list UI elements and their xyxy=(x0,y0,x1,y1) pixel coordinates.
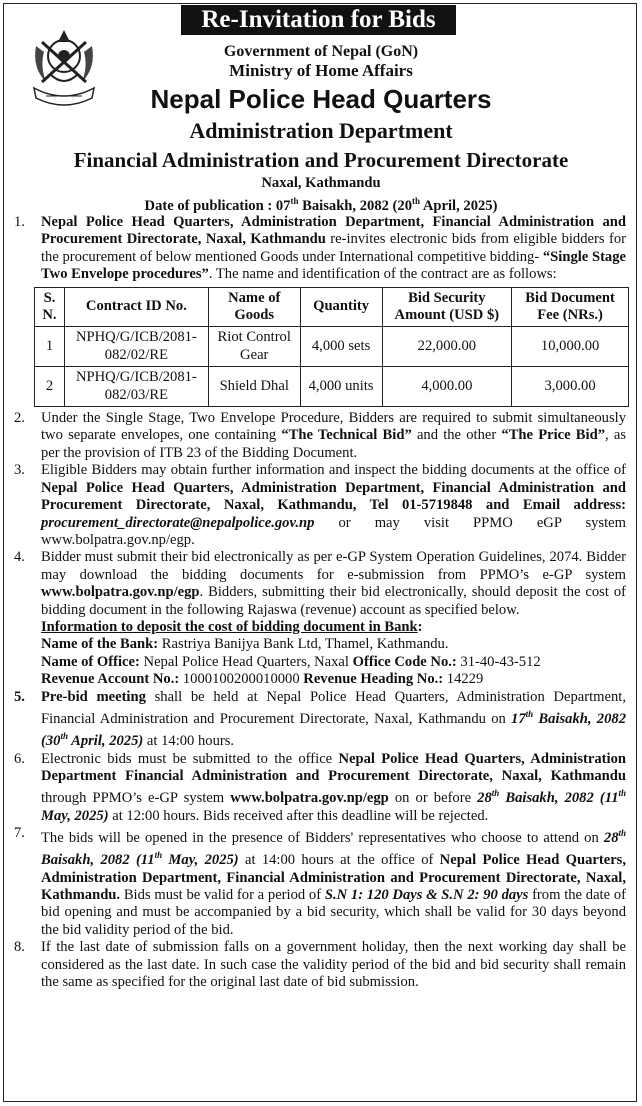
bank-info: Information to deposit the cost of bidding document in Bank: Name of the Bank: Rastriya Banijya Bank Ltd, Thamel, Kathmandu. Name of Office: Nepal Police Head Quarters, Naxal Office Code No.: 31-40-43-512 Revenue Account No.: 1000100200010000 Revenue Heading No.: 14229 xyxy=(41,618,541,688)
table-header: Bid Document Fee (NRs.) xyxy=(512,287,629,327)
notice-banner: Re-Invitation for Bids xyxy=(181,5,456,35)
list-item: 4. Bidder must submit their bid electronically as per e-GP System Operation Guidelines, 2074. Bidder may download the bidding documents for e-submission from PPMO’s e-GP system www.bolpatra.gov.np/egp. Bidders, submitting their bid electronically, should deposit the cost of bidding document in the following Rajaswa (revenue) account as specified below. Information to deposit the cost of bidding document in Bank: Name of the Bank: Rastriya Banijya Bank Ltd, Thamel, Kathmandu. Name of Office: Nepal Police Head Quarters, Naxal Office Code No.: 31-40-43-512 Revenue Account No.: 1000100200010000 Revenue Heading No.: 14229 xyxy=(14,549,626,688)
notice-body xyxy=(14,214,626,991)
location: Naxal, Kathmandu xyxy=(261,175,381,191)
list-item: 2. Under the Single Stage, Two Envelope Procedure, Bidders are required to submit simultaneously two separate envelopes, one containing “The Technical Bid” and the other “The Price Bid”, as per the provision of ITB 23 of the Bidding Document. xyxy=(14,410,627,461)
list-item: 6. Electronic bids must be submitted to the office Nepal Police Head Quarters, Administration Department Financial Administration and Procurement Directorate, Naxal, Kathmandu through PPMO’s e-GP system www.bolpatra.gov.np/egp on or before 28th Baisakh, 2082 (11th May, 2025) at 12:00 hours. Bids received after this deadline will be rejected. xyxy=(14,750,627,824)
list-item: 3. Eligible Bidders may obtain further information and inspect the bidding documents at the office of Nepal Police Head Quarters, Administration Department, Financial Administration and Procurement Directorate, Naxal, Kathmandu, Tel 01-5719848 and Email address: procurement_directorate@nepalpolice.gov.np or may visit PPMO eGP system www.bolpatra.gov.np/egp. xyxy=(14,462,626,548)
list-item: 7. The bids will be opened in the presence of Bidders' representatives who choose to attend on 28th Baisakh, 2082 (11th May, 2025) at 14:00 hours at the office of Nepal Police Head Quarters, Administration Department, Financial Administration and Procurement Directorate, Naxal, Kathmandu. Bids must be valid for a period of S.N 1: 120 Days & S.N 2: 90 days from the date of bid opening and must be accompanied by a bid security, which shall be valid for 30 days beyond the bid validity period of the bid. xyxy=(14,824,627,938)
government-name: Government of Nepal (GoN) xyxy=(223,43,419,60)
directorate-name: Financial Administration and Procurement Directorate xyxy=(73,148,569,172)
table-cell: NPHQ/G/ICB/2081-082/03/RE xyxy=(64,367,208,407)
table-row xyxy=(35,367,629,407)
list-item: 1. Nepal Police Head Quarters, Administration Department, Financial Administration and Procurement Directorate, Naxal, Kathmandu re-invites electronic bids from eligible bidders for the procurement of below mentioned Goods under International competitive bidding- “Single Stage Two Envelope procedures”. The name and identification of the contract are as follows: xyxy=(14,214,626,283)
table-cell: Shield Dhal xyxy=(208,367,300,407)
table-row xyxy=(35,327,629,367)
list-item: 8. If the last date of submission falls on a government holiday, then the next working day shall be considered as the last date. In such case the validity period of the bid and bid security shall remain the same as specified for the original last date of bid submission. xyxy=(14,939,626,990)
publication-date: Date of publication : 07th Baisakh, 2082 (20th April, 2025) xyxy=(144,196,498,214)
department-name: Administration Department xyxy=(189,118,453,143)
table-cell: NPHQ/G/ICB/2081-082/02/RE xyxy=(64,327,208,367)
table-cell: 4,000.00 xyxy=(382,367,512,407)
list-item: 5. Pre-bid meeting shall be held at Nepal Police Head Quarters, Administration Department, Financial Administration and Procurement Directorate, Naxal, Kathmandu on 17th Baisakh, 2082 (30th April, 2025) at 14:00 hours. xyxy=(14,688,626,750)
table-cell: Riot Control Gear xyxy=(208,327,300,367)
table-cell: 1 xyxy=(35,327,65,367)
contract-table-wrap xyxy=(14,287,626,407)
table-cell: 2 xyxy=(35,367,65,407)
ministry-name: Ministry of Home Affairs xyxy=(229,61,413,80)
table-header: Bid Security Amount (USD $) xyxy=(382,287,512,327)
table-header: Quantity xyxy=(300,287,382,327)
table-header: Contract ID No. xyxy=(64,287,208,327)
table-cell: 4,000 sets xyxy=(300,327,382,367)
table-header-row xyxy=(35,287,629,327)
org-name: Nepal Police Head Quarters xyxy=(150,84,492,114)
table-cell: 4,000 units xyxy=(300,367,382,407)
table-cell: 22,000.00 xyxy=(382,327,512,367)
contract-table xyxy=(34,287,629,407)
table-cell: 10,000.00 xyxy=(512,327,629,367)
table-cell: 3,000.00 xyxy=(512,367,629,407)
table-header: S. N. xyxy=(35,287,65,327)
table-header: Name of Goods xyxy=(208,287,300,327)
